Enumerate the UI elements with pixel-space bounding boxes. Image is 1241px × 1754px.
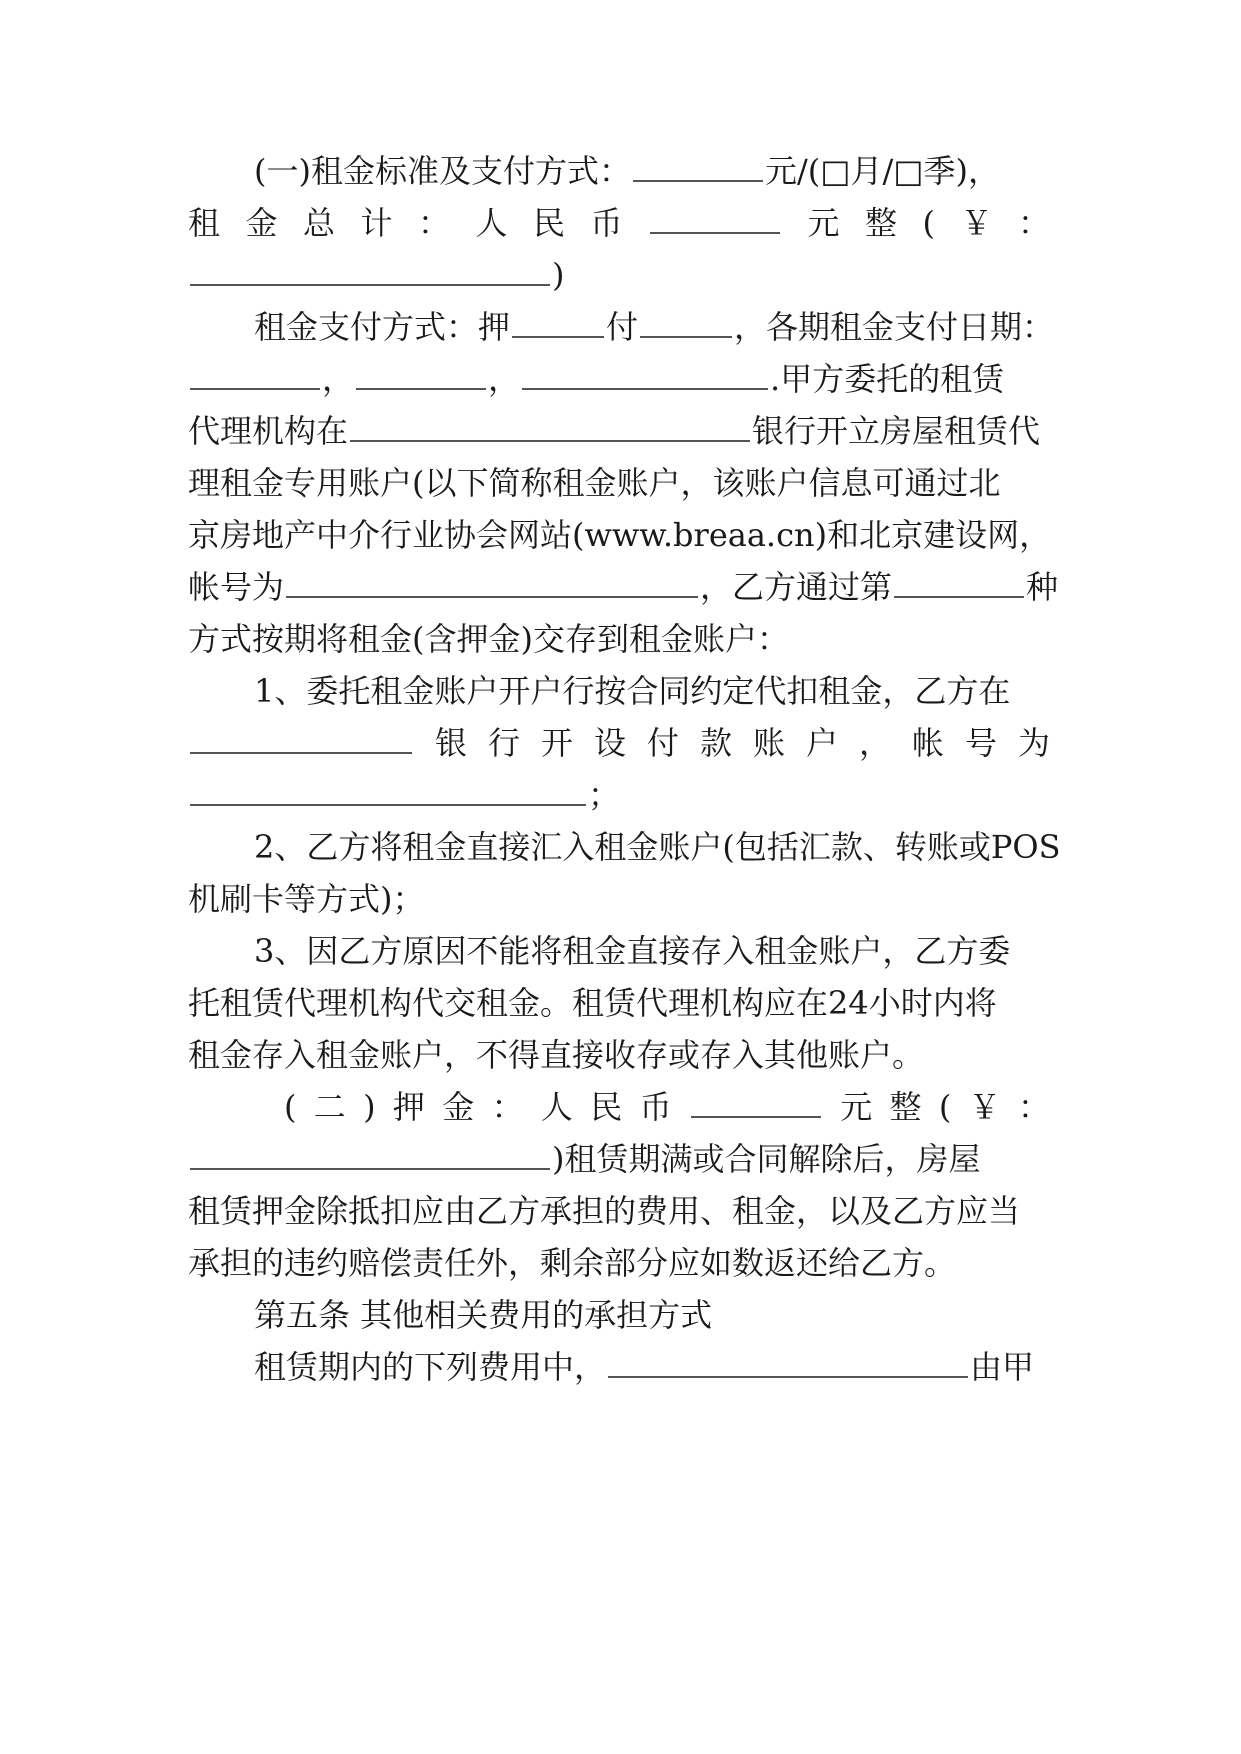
char: 人 — [475, 204, 508, 242]
paragraph-line: 理租金专用账户(以下简称租金账户，该账户信息可通过北 — [188, 464, 1001, 502]
payer-bank-blank — [190, 724, 412, 754]
rent-total-yuan-blank — [190, 256, 550, 286]
paragraph-line: 机刷卡等方式)； — [188, 880, 425, 918]
method-label: ，乙方通过第 — [700, 568, 893, 606]
account-number-line — [188, 567, 1059, 607]
char: 付 — [646, 724, 679, 762]
char: 帐 — [911, 724, 944, 762]
char: 币 — [590, 204, 623, 242]
payment-date-label: ，各期租金支付日期： — [734, 308, 1055, 346]
char: ￥ — [968, 1088, 1001, 1126]
fees-suffix: 由甲 — [970, 1348, 1035, 1386]
rent-standard-line — [254, 151, 1050, 191]
rent-standard-label: (一)租金标准及支付方式： — [254, 152, 631, 190]
char: 设 — [593, 724, 626, 762]
paragraph-line: 京房地产中介行业协会网站(www.breaa.cn)和北京建设网， — [188, 516, 1052, 554]
char: 金 — [245, 204, 278, 242]
rent-amount-blank — [633, 152, 763, 182]
comma: ， — [322, 360, 355, 398]
char: 整 — [889, 1088, 922, 1126]
date-blank-2 — [356, 360, 486, 390]
rent-total-yuan-line — [188, 255, 1050, 295]
payment-method-line — [254, 307, 1055, 347]
pay-blank — [640, 308, 732, 338]
char: ) — [363, 1088, 376, 1126]
pay-label: 付 — [606, 308, 639, 346]
payment-dates-line — [188, 359, 1050, 399]
char: 号 — [964, 724, 997, 762]
deposit-yuan-line — [188, 1139, 1050, 1179]
deposit-line — [284, 1087, 1050, 1127]
deposit-yuan-blank — [190, 1140, 550, 1170]
account-number-label: 帐号为 — [188, 568, 285, 606]
char: ： — [418, 204, 451, 242]
char: 金 — [442, 1088, 475, 1126]
agency-bank-line — [188, 411, 1050, 451]
rent-total-line — [188, 203, 1050, 243]
paragraph-line: 托租赁代理机构代交租金。租赁代理机构应在24小时内将 — [188, 984, 997, 1022]
deposit-blank — [512, 308, 604, 338]
char: ( — [284, 1088, 297, 1126]
bank-name-blank — [350, 412, 750, 442]
char: ( — [922, 204, 935, 242]
char: ( — [938, 1088, 952, 1126]
comma: ， — [488, 360, 521, 398]
semicolon: ； — [588, 776, 621, 814]
method-blank — [894, 568, 1024, 598]
fees-label: 租赁期内的下列费用中， — [254, 1348, 607, 1386]
paragraph-line: 承担的违约赔偿责任外，剩余部分应如数返还给乙方。 — [188, 1244, 957, 1282]
agency-label: 代理机构在 — [188, 412, 349, 450]
char: 开 — [540, 724, 573, 762]
char: ： — [1017, 204, 1050, 242]
char: 民 — [590, 1088, 623, 1126]
date-blank-3 — [522, 360, 768, 390]
char: ： — [491, 1088, 524, 1126]
option-3-line: 3、因乙方原因不能将租金直接存入租金账户，乙方委 — [254, 932, 1011, 970]
close-paren: ) — [552, 256, 565, 294]
fees-blank — [608, 1348, 968, 1378]
char: 账 — [752, 724, 785, 762]
payment-deposit-label: 租金支付方式：押 — [254, 308, 511, 346]
char: 户 — [805, 724, 838, 762]
char: 人 — [540, 1088, 573, 1126]
char: 元 — [840, 1088, 873, 1126]
char: 币 — [639, 1088, 672, 1126]
payer-account-line — [188, 775, 1050, 815]
char: 总 — [303, 204, 336, 242]
char: 租 — [188, 204, 221, 242]
char: ， — [858, 724, 891, 762]
char: 为 — [1017, 724, 1050, 762]
char: 行 — [487, 724, 520, 762]
date-blank-1 — [190, 360, 320, 390]
char: 元 — [807, 204, 840, 242]
deposit-amount-blank — [691, 1088, 821, 1118]
bank-account-open-line — [188, 723, 1050, 763]
char: 二 — [313, 1088, 346, 1126]
option-2-line: 2、乙方将租金直接汇入租金账户(包括汇款、转账或POS — [254, 828, 1061, 866]
payer-account-blank — [190, 776, 586, 806]
char: ￥ — [960, 204, 993, 242]
char: 银 — [434, 724, 467, 762]
article-5-heading: 第五条 其他相关费用的承担方式 — [254, 1296, 713, 1334]
method-suffix: 种 — [1026, 568, 1059, 606]
rent-unit-text: 元/(□月/□季)， — [764, 152, 1000, 190]
option-1-line: 1、委托租金账户开户行按合同约定代扣租金，乙方在 — [254, 672, 1011, 710]
char: ： — [1017, 1088, 1050, 1126]
paragraph-line: 方式按期将租金(含押金)交存到租金账户： — [188, 620, 789, 658]
fees-line — [254, 1347, 1050, 1387]
paragraph-line: 租金存入租金账户，不得直接收存或存入其他账户。 — [188, 1036, 925, 1074]
deposit-return-text: )租赁期满或合同解除后，房屋 — [552, 1140, 981, 1178]
agency-text: .甲方委托的租赁 — [770, 360, 1005, 398]
account-number-blank — [286, 568, 698, 598]
bank-account-text: 银行开立房屋租赁代 — [752, 412, 1041, 450]
rent-total-blank — [650, 204, 780, 234]
char: 整 — [864, 204, 897, 242]
char: 民 — [533, 204, 566, 242]
char: 押 — [392, 1088, 425, 1126]
char: 计 — [360, 204, 393, 242]
char: 款 — [699, 724, 732, 762]
paragraph-line: 租赁押金除抵扣应由乙方承担的费用、租金，以及乙方应当 — [188, 1192, 1021, 1230]
